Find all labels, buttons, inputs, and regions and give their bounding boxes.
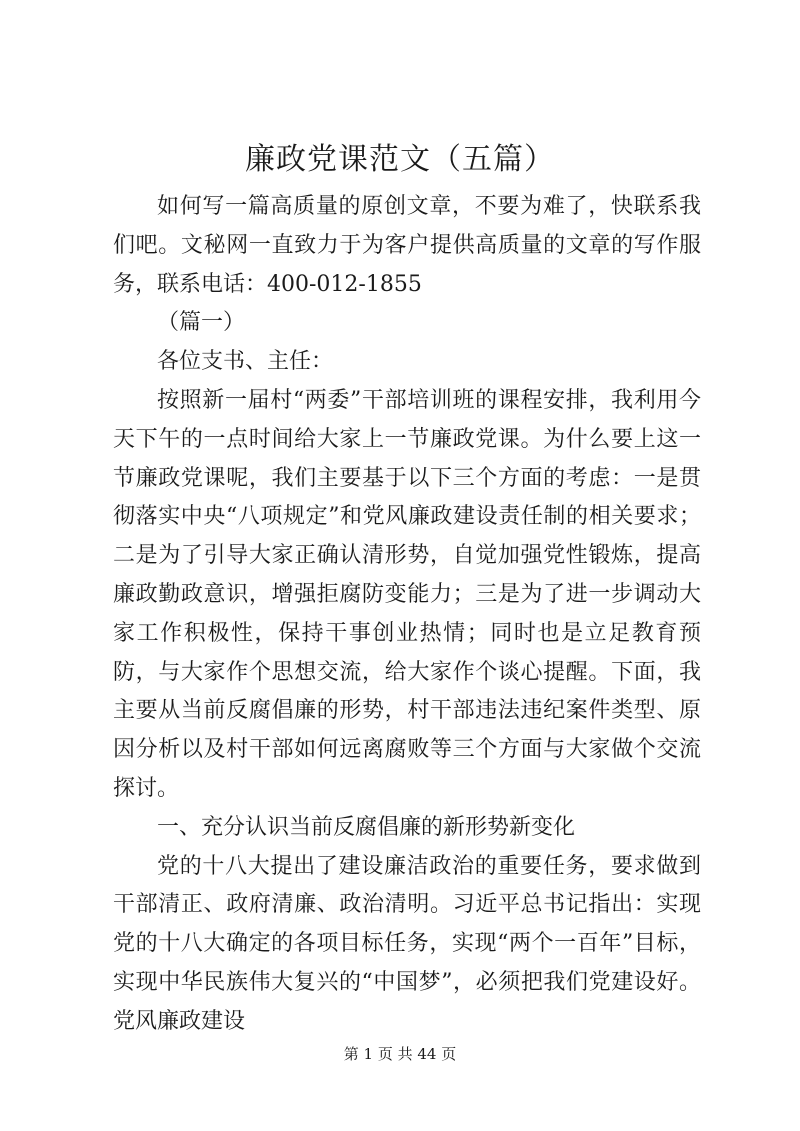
body-paragraph: 党的十八大提出了建设廉洁政治的重要任务，要求做到干部清正、政府清廉、政治清明。习近平总书记指出：实现党的十八大确定的各项目标任务，实现“两个一百年”目标，实现中华民族伟大复兴的“中国梦”，必须把我们党建设好。党风廉政建设 xyxy=(113,853,701,1034)
document-title: 廉政党课范文（五篇） xyxy=(245,142,555,177)
salutation: 各位支书、主任： xyxy=(157,349,334,375)
section-label: （篇一） xyxy=(157,310,246,336)
section-heading: 一、充分认识当前反腐倡廉的新形势新变化 xyxy=(157,814,576,840)
page-number-footer: 第 1 页 共 44 页 xyxy=(343,1045,457,1063)
intro-paragraph: 如何写一篇高质量的原创文章，不要为难了，快联系我们吧。文秘网一直致力于为客户提供高质量的文章的写作服务，联系电话：400-012-1855 xyxy=(113,194,701,297)
document-body xyxy=(113,188,701,1042)
body-paragraph: 按照新一届村“两委”干部培训班的课程安排，我利用今天下午的一点时间给大家上一节廉政党课。为什么要上这一节廉政党课呢，我们主要基于以下三个方面的考虑：一是贯彻落实中央“八项规定”和党风廉政建设责任制的相关要求；二是为了引导大家正确认清形势，自觉加强党性锻炼，提高廉政勤政意识，增强拒腐防变能力；三是为了进一步调动大家工作积极性，保持干事创业热情；同时也是立足教育预防，与大家作个思想交流，给大家作个谈心提醒。下面，我主要从当前反腐倡廉的形势，村干部违法违纪案件类型、原因分析以及村干部如何远离腐败等三个方面与大家做个交流探讨。 xyxy=(113,387,701,801)
